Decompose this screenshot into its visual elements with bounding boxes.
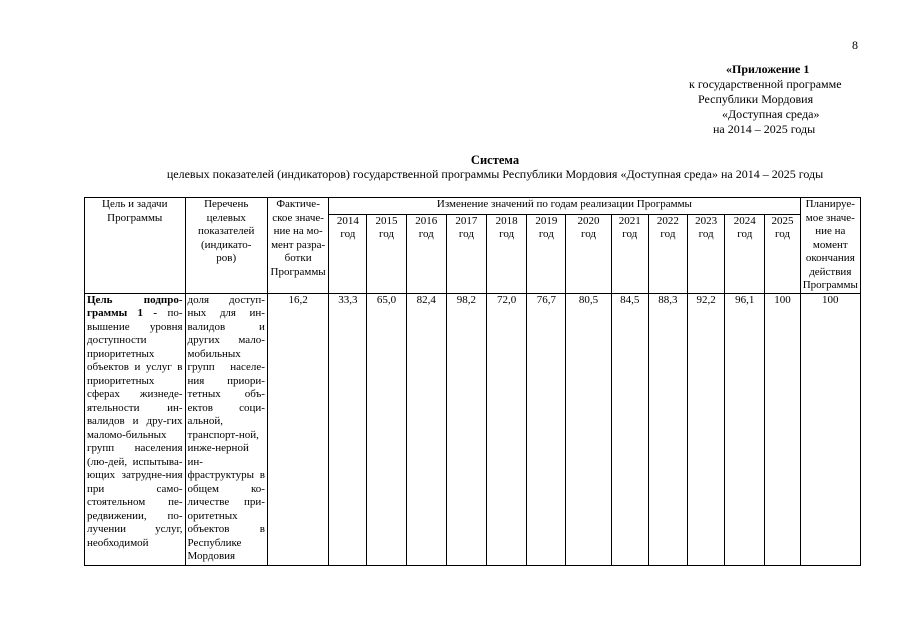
year-value-cell: 96,1 <box>725 293 765 565</box>
indicator-cell: доля доступ-ных для ин-валидов и других мало-мобильных групп населе-ния приори-тетных объ-ектов соци-альной, транспорт-ной, инже-нерной ин-фраструктуры в общем ко-личестве при-оритетных объектов в Республике Мордовия <box>185 293 267 565</box>
year-value-cell: 82,4 <box>406 293 446 565</box>
year-value-cell: 84,5 <box>611 293 648 565</box>
planned-value-cell: 100 <box>800 293 860 565</box>
header-year: 2022 год <box>648 214 687 293</box>
header-year: 2015 год <box>367 214 406 293</box>
header-year: 2025 год <box>765 214 800 293</box>
year-value-cell: 76,7 <box>527 293 566 565</box>
goal-label: Цель подпро-граммы 1 - <box>87 293 183 319</box>
appendix-title: «Приложение 1 <box>726 62 810 76</box>
year-value-cell: 33,3 <box>329 293 367 565</box>
appendix-line: к государственной программе <box>689 77 842 91</box>
header-planned: Планируе- мое значе- ние на момент окончания действия Программы <box>800 198 860 294</box>
document-title: Система <box>470 153 520 167</box>
appendix-line: на 2014 – 2025 годы <box>713 122 816 136</box>
table-header-row <box>85 198 861 215</box>
appendix-line: «Доступная среда» <box>722 107 820 121</box>
goal-text: по-вышение уровня доступности приоритетных объектов и услуг в приоритетных сферах жизнеде-ятельности ин-валидов и дру-гих маломо-бильных групп населения (лю-дей, испытыва-ющих затрудне-ния при само-стоятельном пе-редвижении, по-лучении услуг, необходимой <box>87 307 183 549</box>
header-goal: Цель и задачи Программы <box>85 198 186 294</box>
year-value-cell: 92,2 <box>688 293 725 565</box>
header-year: 2019 год <box>527 214 566 293</box>
appendix-line: Республики Мордовия <box>698 92 814 106</box>
indicators-table <box>84 197 861 566</box>
header-year: 2017 год <box>446 214 486 293</box>
header-indicators: Перечень целевых показателей (индикато- ров) <box>185 198 267 294</box>
header-year: 2014 год <box>329 214 367 293</box>
year-value-cell: 80,5 <box>566 293 611 565</box>
header-changes: Изменение значений по годам реализации Программы <box>329 198 800 215</box>
appendix-block <box>640 62 902 137</box>
header-year: 2024 год <box>725 214 765 293</box>
document-subtitle: целевых показателей (индикаторов) государственной программы Республики Мордовия «Доступная среда» на 2014 – 2025 годы <box>166 167 824 181</box>
header-year: 2016 год <box>406 214 446 293</box>
year-value-cell: 65,0 <box>367 293 406 565</box>
header-actual: Фактиче- ское значе- ние на мо- мент разра- ботки Программы <box>267 198 328 294</box>
header-year: 2023 год <box>688 214 725 293</box>
header-year: 2021 год <box>611 214 648 293</box>
year-value-cell: 88,3 <box>648 293 687 565</box>
year-value-cell: 72,0 <box>487 293 527 565</box>
header-year: 2020 год <box>566 214 611 293</box>
year-value-cell: 100 <box>765 293 800 565</box>
page-number: 8 <box>852 38 858 52</box>
goal-cell <box>85 293 186 565</box>
actual-value-cell: 16,2 <box>267 293 328 565</box>
table-row <box>85 293 861 565</box>
year-value-cell: 98,2 <box>446 293 486 565</box>
header-year: 2018 год <box>487 214 527 293</box>
